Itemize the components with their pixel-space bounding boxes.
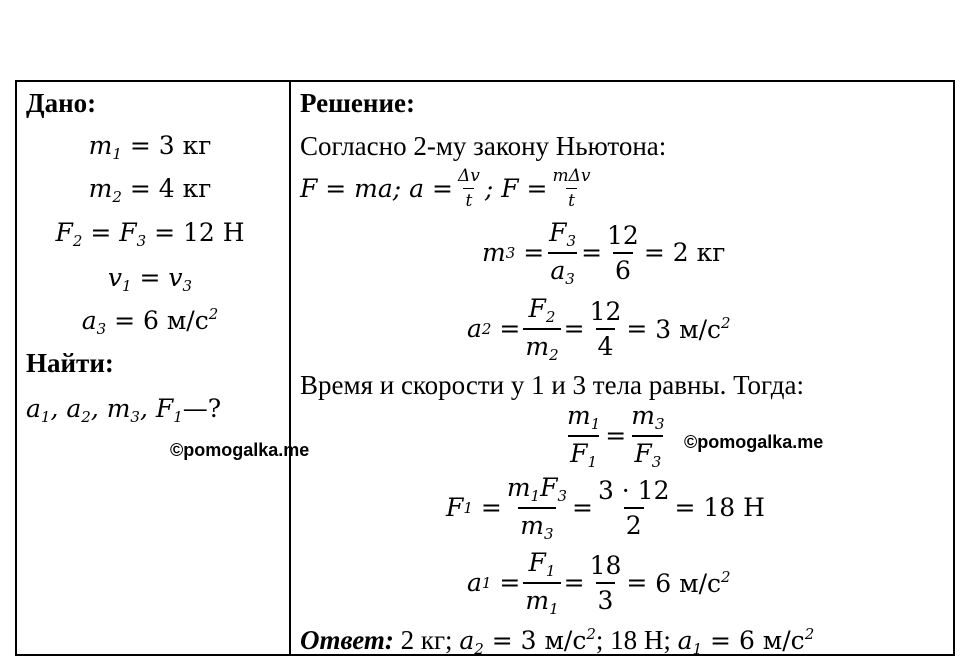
given-title: Дано: [26,88,97,118]
a1-equation: a 1 = $\frac{F_1}{m_1}$ = $\frac{18}{3}$ = 6 $м/с^2$ [467,547,731,618]
watermark-right: ©pomogalka.me [684,432,824,452]
column-divider [289,80,291,656]
answer-line: Ответ: 2 кг; $a_2 = 3$ $м/с^2$; 18 Н; $a_1 = 6$ $м/с^2$ [300,625,815,658]
a2-equation: a 2 = $\frac{F_2}{m_2}$ = $\frac{12}{4}$ = 3 $м/с^2$ [467,293,731,364]
given-line-forces: $F_2 = F_3 = 12$ Н [55,218,245,250]
find-title: Найти: [26,348,114,378]
given-line-m2: $m_2 = 4$ кг [88,174,212,206]
given-line-velocities: $v_1 = v_3$ [107,263,193,295]
given-line-a3: $a_3 = 6$ $м/с^2$ [81,305,219,338]
solution-intro: Согласно 2-му закону Ньютона: [300,131,667,161]
ratio-equation: $\frac{m_1}{F_1}$ = $\frac{m_3}{F_3}$ [567,400,665,471]
F1-equation: F 1 = $\frac{m_1F_3}{m_3}$ = $\frac{3 \cdot 12}{2}$ = 18 Н [446,472,765,543]
newton-formula: F = ma; a = $\frac{\Delta v}{t}$ ; F = $\frac{\text{mΔv}}{t}$ [300,165,591,211]
given-line-m1: $m_1 = 3$ кг [88,131,212,163]
solution-title: Решение: [300,88,415,118]
m3-equation: m 3 = $\frac{F_3}{a_3}$ = $\frac{12}{6}$ = 2 кг [482,217,726,288]
find-line: $a_1$, $a_2$, $m_3$, $F_1—$? [26,394,222,426]
answer-label: Ответ: [300,625,394,655]
watermark-left: ©pomogalka.me [170,440,310,460]
solution-note: Время и скорости у 1 и 3 тела равны. Тогда: [300,370,805,400]
